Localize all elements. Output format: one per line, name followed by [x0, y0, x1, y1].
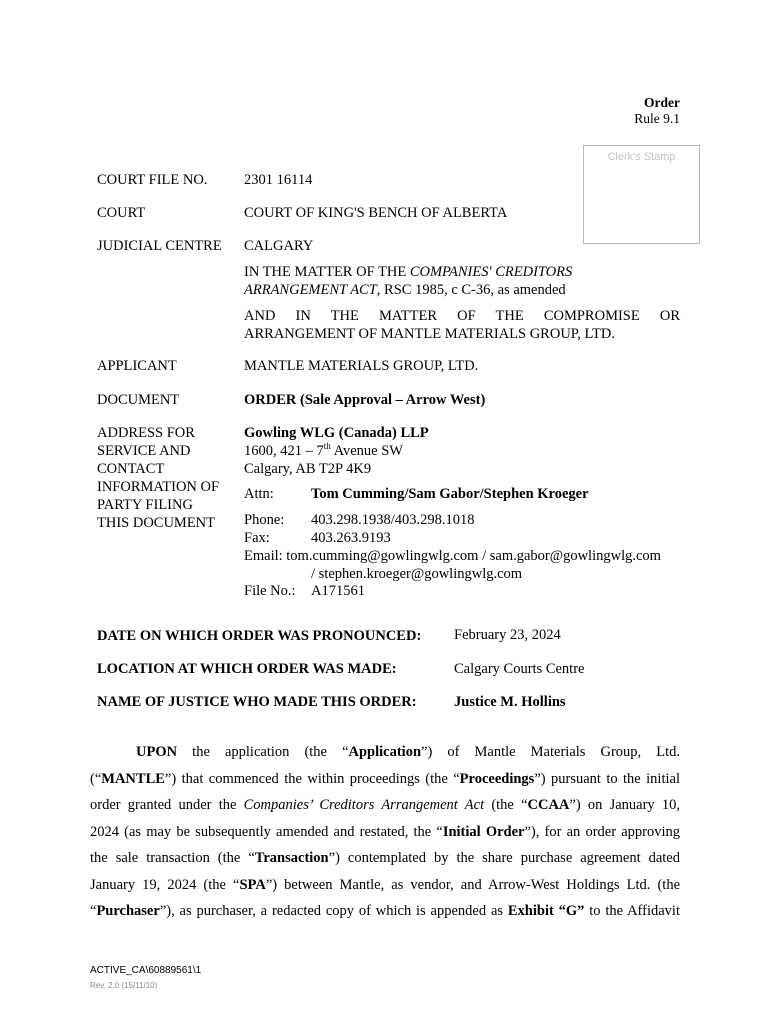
matter-act-part2: ARRANGEMENT ACT: [244, 282, 377, 298]
judicial-centre-label: JUDICIAL CENTRE: [97, 238, 222, 254]
address-label-line: PARTY FILING: [97, 497, 193, 513]
body-run: (the “: [484, 797, 528, 813]
body-run: to the Affidavit: [584, 903, 680, 919]
attn-label: Attn:: [244, 486, 274, 502]
address-label: [97, 424, 237, 532]
body-run: ”) between Mantle, as vendor, and Arrow-West Holdings Ltd. (the: [265, 876, 681, 893]
body-run: 2024 (as may be subsequently amended and restated, the “: [90, 823, 443, 840]
phone-label: Phone:: [244, 512, 285, 528]
justice-value: Justice M. Hollins: [454, 694, 566, 710]
address-label-line: SERVICE AND: [97, 443, 191, 459]
body-run: order granted under the: [90, 797, 244, 813]
court-file-no-label: COURT FILE NO.: [97, 172, 208, 188]
body-run: Initial Order: [442, 823, 525, 840]
date-pronounced-label: DATE ON WHICH ORDER WAS PRONOUNCED:: [97, 628, 422, 644]
judicial-centre-value: CALGARY: [244, 238, 314, 254]
body-line: [90, 739, 680, 766]
clerks-stamp-box: [583, 145, 700, 244]
body-run: “: [90, 903, 97, 919]
body-line: [90, 819, 680, 846]
fax-label: Fax:: [244, 530, 270, 546]
rule-number: Rule 9.1: [634, 111, 680, 126]
address-label-line: INFORMATION OF: [97, 479, 220, 495]
file-no-label: File No.:: [244, 583, 296, 599]
document-label: DOCUMENT: [97, 392, 180, 408]
location-label: LOCATION AT WHICH ORDER WAS MADE:: [97, 661, 397, 677]
body-run: Purchaser: [96, 903, 160, 919]
address-label-line: THIS DOCUMENT: [97, 515, 216, 531]
street-address: 1600, 421 – 7th Avenue SW: [244, 441, 403, 459]
body-run: Exhibit “G”: [507, 903, 585, 919]
order-title: Order: [644, 95, 680, 110]
body-run: CCAA: [527, 797, 570, 813]
body-run: ”), as purchaser, a redacted copy of which is appended as: [159, 903, 508, 919]
body-run: (“: [90, 770, 102, 787]
file-no-value: A171561: [311, 583, 365, 599]
matter-ccaa: [244, 263, 680, 299]
body-run: SPA: [239, 876, 266, 893]
body-run: MANTLE: [101, 770, 165, 787]
firm-name: Gowling WLG (Canada) LLP: [244, 425, 429, 441]
matter-compromise-line1: AND IN THE MATTER OF THE COMPROMISE OR: [244, 308, 680, 324]
body-line: [90, 766, 680, 793]
body-run: the application (the “: [177, 744, 349, 760]
body-run: ”) that commenced the within proceedings (the “: [164, 770, 460, 787]
body-run: January 19, 2024 (the “: [90, 876, 240, 893]
body-run: ”) contemplated by the share purchase agreement dated: [328, 850, 680, 866]
email-line-2: / stephen.kroeger@gowlingwlg.com: [311, 566, 523, 582]
body-run: Companies’ Creditors Arrangement Act: [243, 797, 485, 813]
address-block: [244, 424, 680, 478]
body-run: ”) pursuant to the initial: [534, 770, 680, 787]
order-heading: [480, 95, 680, 127]
body-run: ”) on January 10,: [569, 797, 681, 813]
fax-value: 403.263.9193: [311, 530, 391, 546]
justice-label: NAME OF JUSTICE WHO MADE THIS ORDER:: [97, 694, 417, 710]
address-label-line: CONTACT: [97, 461, 165, 477]
date-pronounced-value: February 23, 2024: [454, 627, 561, 643]
applicant-value: MANTLE MATERIALS GROUP, LTD.: [244, 358, 479, 374]
footer-revision: Rev. 2.0 (15/11/10): [90, 981, 158, 990]
body-run: Application: [348, 744, 422, 760]
court-file-no-value: 2301 16114: [244, 172, 313, 188]
body-line: [90, 845, 680, 872]
email-line-1: Email: tom.cumming@gowlingwlg.com / sam.gabor@gowlingwlg.com: [244, 548, 661, 564]
location-value: Calgary Courts Centre: [454, 661, 585, 677]
city-address: Calgary, AB T2P 4K9: [244, 461, 372, 477]
matter-prefix: IN THE MATTER OF THE: [244, 264, 410, 280]
body-line: [90, 872, 680, 899]
body-run: Transaction: [254, 850, 329, 866]
matter-act-part1: COMPANIES' CREDITORS: [409, 264, 573, 280]
body-run: the sale transaction (the “: [90, 850, 255, 866]
matter-compromise-line2: ARRANGEMENT OF MANTLE MATERIALS GROUP, LTD.: [244, 326, 615, 342]
footer-document-id: ACTIVE_CA\60889561\1: [90, 965, 202, 976]
address-label-line: ADDRESS FOR: [97, 425, 195, 441]
matter-compromise: [244, 307, 680, 343]
body-run: ”), for an order approving: [524, 823, 680, 840]
matter-suffix: , RSC 1985, c C-36, as amended: [376, 282, 566, 298]
body-run: ”) of Mantle Materials Group, Ltd.: [421, 744, 681, 760]
applicant-label: APPLICANT: [97, 358, 177, 374]
attn-value: Tom Cumming/Sam Gabor/Stephen Kroeger: [311, 486, 589, 502]
body-run: UPON: [136, 744, 178, 760]
body-run: Proceedings: [459, 770, 535, 787]
phone-value: 403.298.1938/403.298.1018: [311, 512, 475, 528]
court-value: COURT OF KING'S BENCH OF ALBERTA: [244, 205, 508, 221]
body-paragraph: [90, 739, 680, 925]
clerks-stamp-label: Clerk's Stamp: [607, 151, 676, 163]
body-line: [90, 792, 680, 819]
court-label: COURT: [97, 205, 146, 221]
body-line: [90, 898, 680, 925]
document-value: ORDER (Sale Approval – Arrow West): [244, 392, 486, 408]
